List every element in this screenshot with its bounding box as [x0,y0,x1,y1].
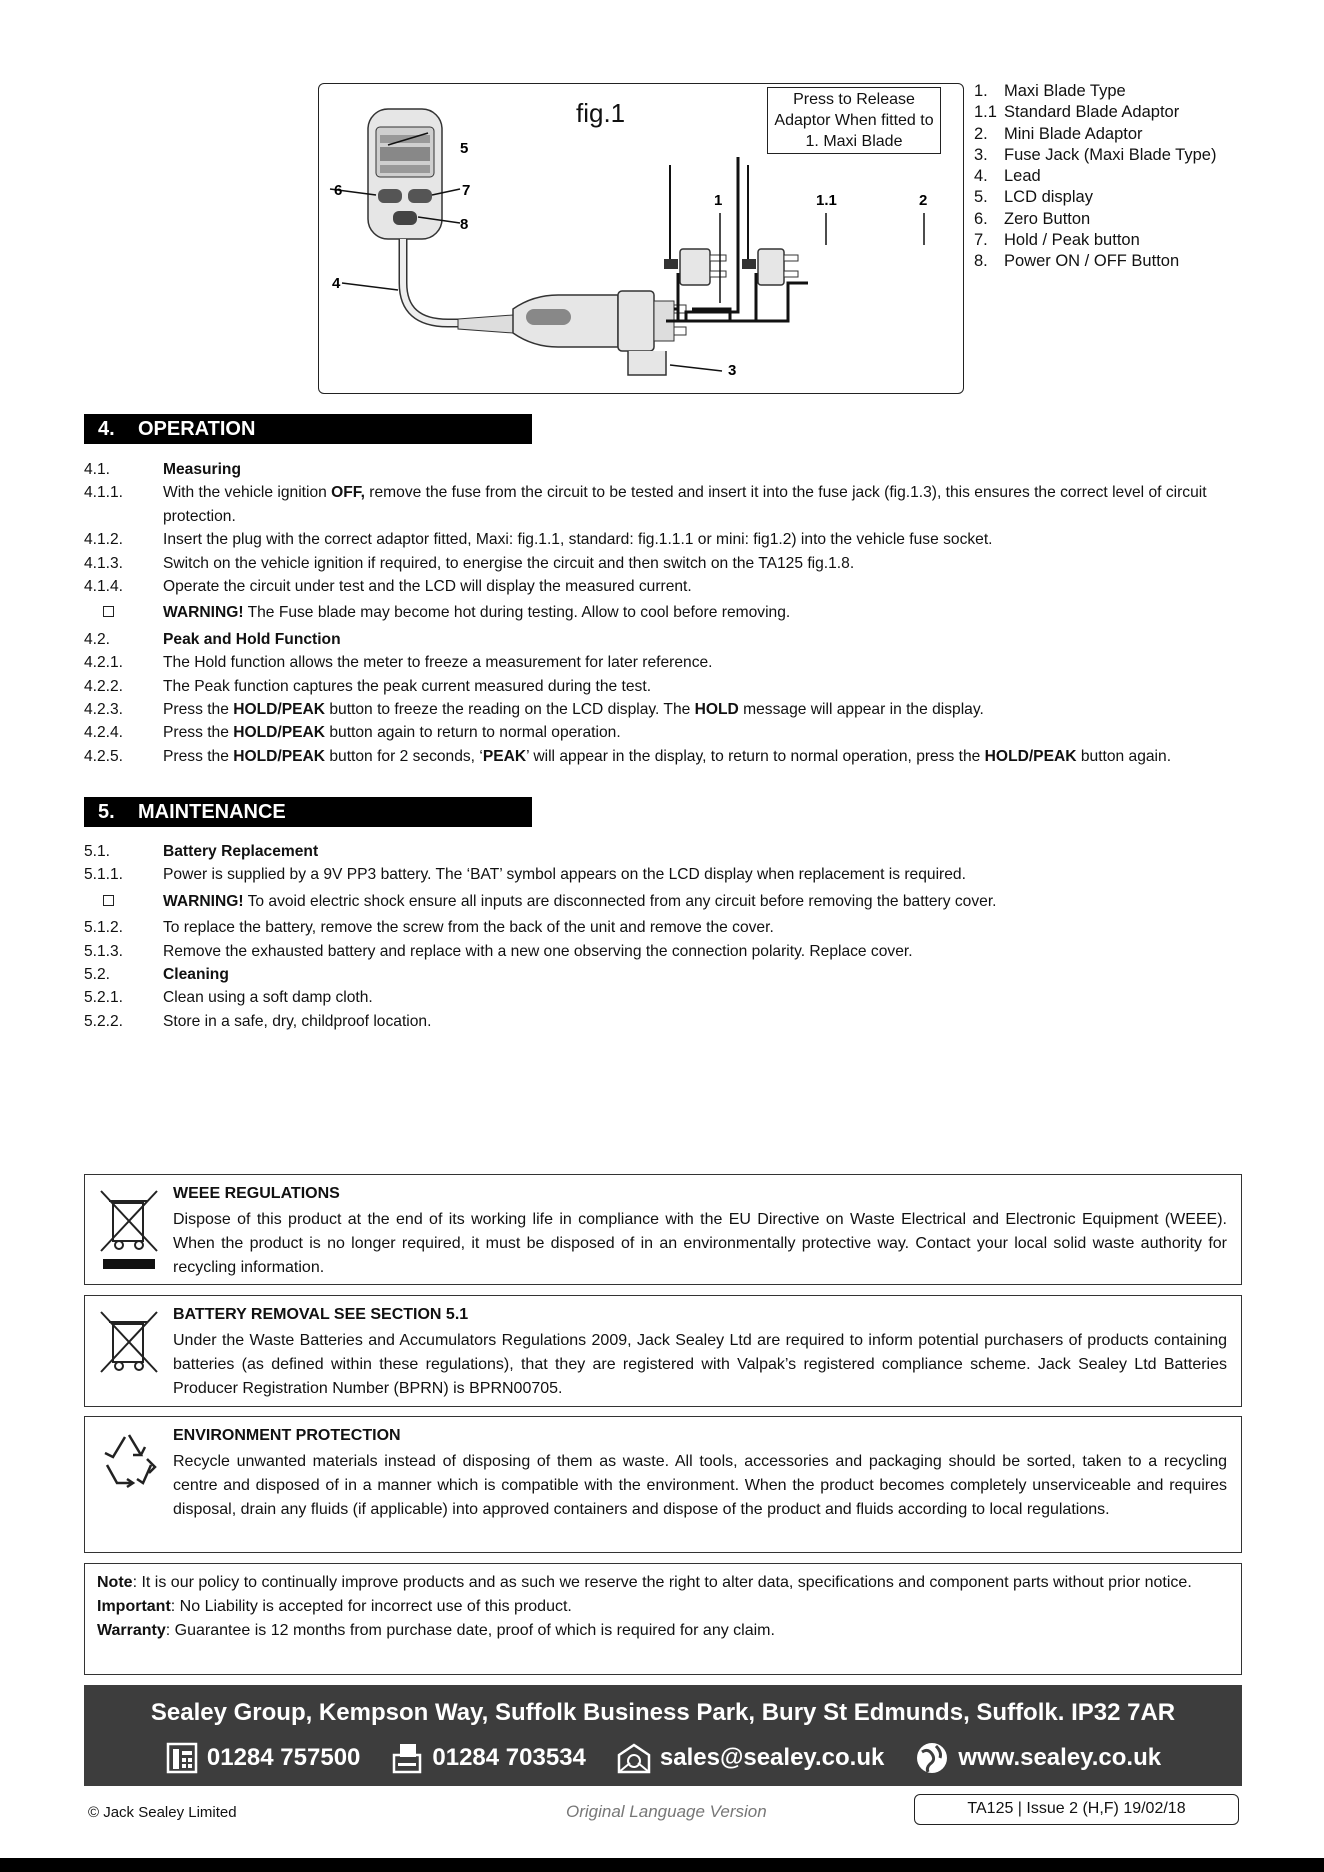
item-number: 5.1.3. [84,942,124,960]
item-number: 5.1.2. [84,919,124,937]
item-number: 4.2.2. [84,677,124,695]
language-version: Original Language Version [566,1802,767,1821]
item-text: Operate the circuit under test and the LCD will display the measured current. [163,578,692,596]
hold-peak-button [408,189,432,203]
item-number: 4.1.2. [84,531,124,549]
legend-item: 5. LCD display [974,188,1093,207]
item-text: Cleaning [163,966,229,984]
list-item [84,651,1244,674]
item-text: Measuring [163,461,241,478]
item-number: 4.2.1. [84,654,124,672]
operation-list [84,458,1244,768]
item-number: 5.2.1. [84,989,124,1007]
weee-title: WEEE REGULATIONS [173,1185,340,1202]
callout-3: 3 [728,362,737,379]
item-number: 4.2.3. [84,701,124,719]
item-text: Store in a safe, dry, childproof location. [163,1012,432,1030]
battery-body: Under the Waste Batteries and Accumulators Regulations 2009, Jack Sealey Ltd are required to inform potential purchasers of products containing batteries (as defined within these regulations), that they are registered with Valpak’s registered compliance scheme. Jack Sealey Ltd Batteries Producer Registration Number (BPRN) is BPRN00705. [173,1332,1227,1398]
power-button [393,211,417,225]
list-item [84,575,1244,598]
item-number: 5.1. [84,843,111,860]
fuse-jack [628,351,666,375]
checkbox-bullet-icon [103,895,114,906]
item-number: 5.2. [84,966,111,984]
battery-notice [84,1295,1242,1407]
callout-1-1: 1.1 [816,192,837,209]
callout-8: 8 [460,216,469,233]
email-contact[interactable]: sales@sealey.co.uk [616,1741,884,1775]
item-text: Insert the plug with the correct adaptor fitted, Maxi: fig.1.1, standard: fig.1.1.1 or mini: fig1.2) into the vehicle fuse socket. [163,531,993,549]
item-text: WARNING! The Fuse blade may become hot during testing. Allow to cool before removing. [163,604,791,622]
list-item [84,916,1244,939]
item-text: Peak and Hold Function [163,630,341,648]
bottom-bar [0,1858,1324,1872]
crossed-bin-icon [97,1308,161,1378]
figure-title: fig.1 [576,98,626,128]
callout-2: 2 [919,192,928,209]
callout-5: 5 [460,140,469,157]
legend-item: 4. Lead [974,167,1041,186]
item-number: 4.1.4. [84,578,124,596]
weee-body: Dispose of this product at the end of its working life in compliance with the EU Directive on Waste Electrical and Electronic Equipment (WEEE). When the product is no longer required, it must be disposed of in an environmentally protective way. Contact your local solid waste authority for recycling information. [173,1211,1227,1277]
legend-item: 8. Power ON / OFF Button [974,252,1180,271]
item-number: 5.1.1. [84,866,124,884]
list-item [84,745,1244,768]
subsection-heading [84,628,1244,651]
subsection-heading [84,840,1244,863]
company-address: Sealey Group, Kempson Way, Suffolk Business Park, Bury St Edmunds, Suffolk. IP32 7AR [150,1699,1176,1726]
item-text: Clean using a soft damp cloth. [163,989,373,1007]
item-text: WARNING! To avoid electric shock ensure all inputs are disconnected from any circuit before removing the battery cover. [163,892,997,910]
email-icon [616,1741,652,1775]
list-item [84,481,1244,528]
issue-label: TA125 | Issue 2 (H,F) 19/02/18 [914,1794,1239,1825]
copyright: © Jack Sealey Limited [88,1804,237,1821]
item-number: 4.1. [84,461,111,478]
weee-notice [84,1174,1242,1285]
item-number [84,890,163,913]
callout-7: 7 [462,182,471,199]
list-item [84,986,1244,1009]
zero-button [378,189,402,203]
contact-footer [84,1685,1242,1786]
item-text: With the vehicle ignition OFF, remove the fuse from the circuit to be tested and insert it into the fuse jack (fig.1.3), this ensures the correct level of circuit protection. [163,484,1207,525]
item-number: 4.1.3. [84,554,124,572]
item-text: Press the HOLD/PEAK button for 2 seconds, ‘PEAK’ will appear in the display, to return to normal operation, press the HOLD/PEAK button again. [163,747,1172,765]
phone-icon [165,1741,199,1775]
legend-item: 6. Zero Button [974,209,1091,228]
item-number [84,601,163,624]
callout-4: 4 [332,275,341,292]
item-number: 4.2.5. [84,747,124,765]
list-item [84,940,1244,963]
policy-note: Note: It is our policy to continually improve products and as such we reserve the right to alter data, specifications and component parts without prior notice. Important: No Liability is accepted for incorrect use of this product. Warranty: Guarantee is 12 months from purchase date, proof of which is required for any claim. [84,1563,1242,1675]
list-item [84,721,1244,744]
legend-item: 2. Mini Blade Adaptor [974,124,1143,143]
item-text: Remove the exhausted battery and replace with a new one observing the connection polarity. Replace cover. [163,942,913,960]
fax-icon [390,1741,424,1775]
warning-item [84,890,1244,913]
subsection-heading [84,963,1244,986]
figure-legend [974,81,1216,273]
phone-contact[interactable]: 01284 757500 [165,1741,361,1775]
item-number: 4.2. [84,630,111,648]
list-item [84,1010,1244,1033]
list-item [84,863,1244,886]
environment-notice [84,1416,1242,1553]
subsection-heading [84,458,1244,481]
callout-1: 1 [714,192,723,209]
item-text: The Hold function allows the meter to freeze a measurement for later reference. [163,654,713,672]
list-item [84,698,1244,721]
item-text: Press the HOLD/PEAK button to freeze the reading on the LCD display. The HOLD message will appear in the display. [163,701,984,719]
standard-adaptor [680,249,710,285]
web-contact[interactable]: www.sealey.co.uk [914,1740,1161,1776]
fax-contact[interactable]: 01284 703534 [390,1741,586,1775]
battery-title: BATTERY REMOVAL SEE SECTION 5.1 [173,1306,469,1323]
section-header-maintenance: 5. MAINTENANCE [84,797,532,827]
list-item [84,675,1244,698]
environment-body: Recycle unwanted materials instead of disposing of them as waste. All tools, accessories and packaging should be sorted, taken to a recycling centre and disposed of in a manner which is compatible with the environment. When the product becomes completely unserviceable and requires disposal, drain any fluids (if applicable) into approved containers and dispose of the product and fluids according to local regulations. [173,1453,1227,1519]
item-number: 4.1.1. [84,484,124,502]
item-text: The Peak function captures the peak current measured during the test. [163,677,652,695]
maintenance-list [84,840,1244,1033]
legend-item: 3. Fuse Jack (Maxi Blade Type) [974,145,1217,164]
checkbox-bullet-icon [103,606,114,617]
item-text: Press the HOLD/PEAK button again to return to normal operation. [163,724,621,742]
item-text: Power is supplied by a 9V PP3 battery. The ‘BAT’ symbol appears on the LCD display when replacement is required. [163,866,966,884]
item-text: To replace the battery, remove the screw from the back of the unit and remove the cover. [163,919,774,937]
warning-item [84,601,1244,624]
item-text: Switch on the vehicle ignition if required, to energise the circuit and then switch on the TA125 fig.1.8. [163,554,855,572]
legend-item: 1.1 Standard Blade Adaptor [974,103,1180,122]
mini-adaptor [758,249,784,285]
release-note: Press to Release Adaptor When fitted to 1. Maxi Blade [767,87,941,154]
recycle-icon [97,1429,161,1493]
list-item [84,552,1244,575]
item-number: 5.2.2. [84,1012,124,1030]
crossed-bin-icon [97,1187,161,1271]
globe-icon [914,1740,950,1776]
item-text: Battery Replacement [163,843,319,860]
contact-row [84,1740,1242,1776]
legend-item: 7. Hold / Peak button [974,231,1140,250]
item-number: 4.2.4. [84,724,124,742]
list-item [84,528,1244,551]
environment-title: ENVIRONMENT PROTECTION [173,1427,401,1444]
legend-item: 1. Maxi Blade Type [974,82,1126,100]
section-header-operation: 4. OPERATION [84,414,532,444]
callout-6: 6 [334,182,343,199]
